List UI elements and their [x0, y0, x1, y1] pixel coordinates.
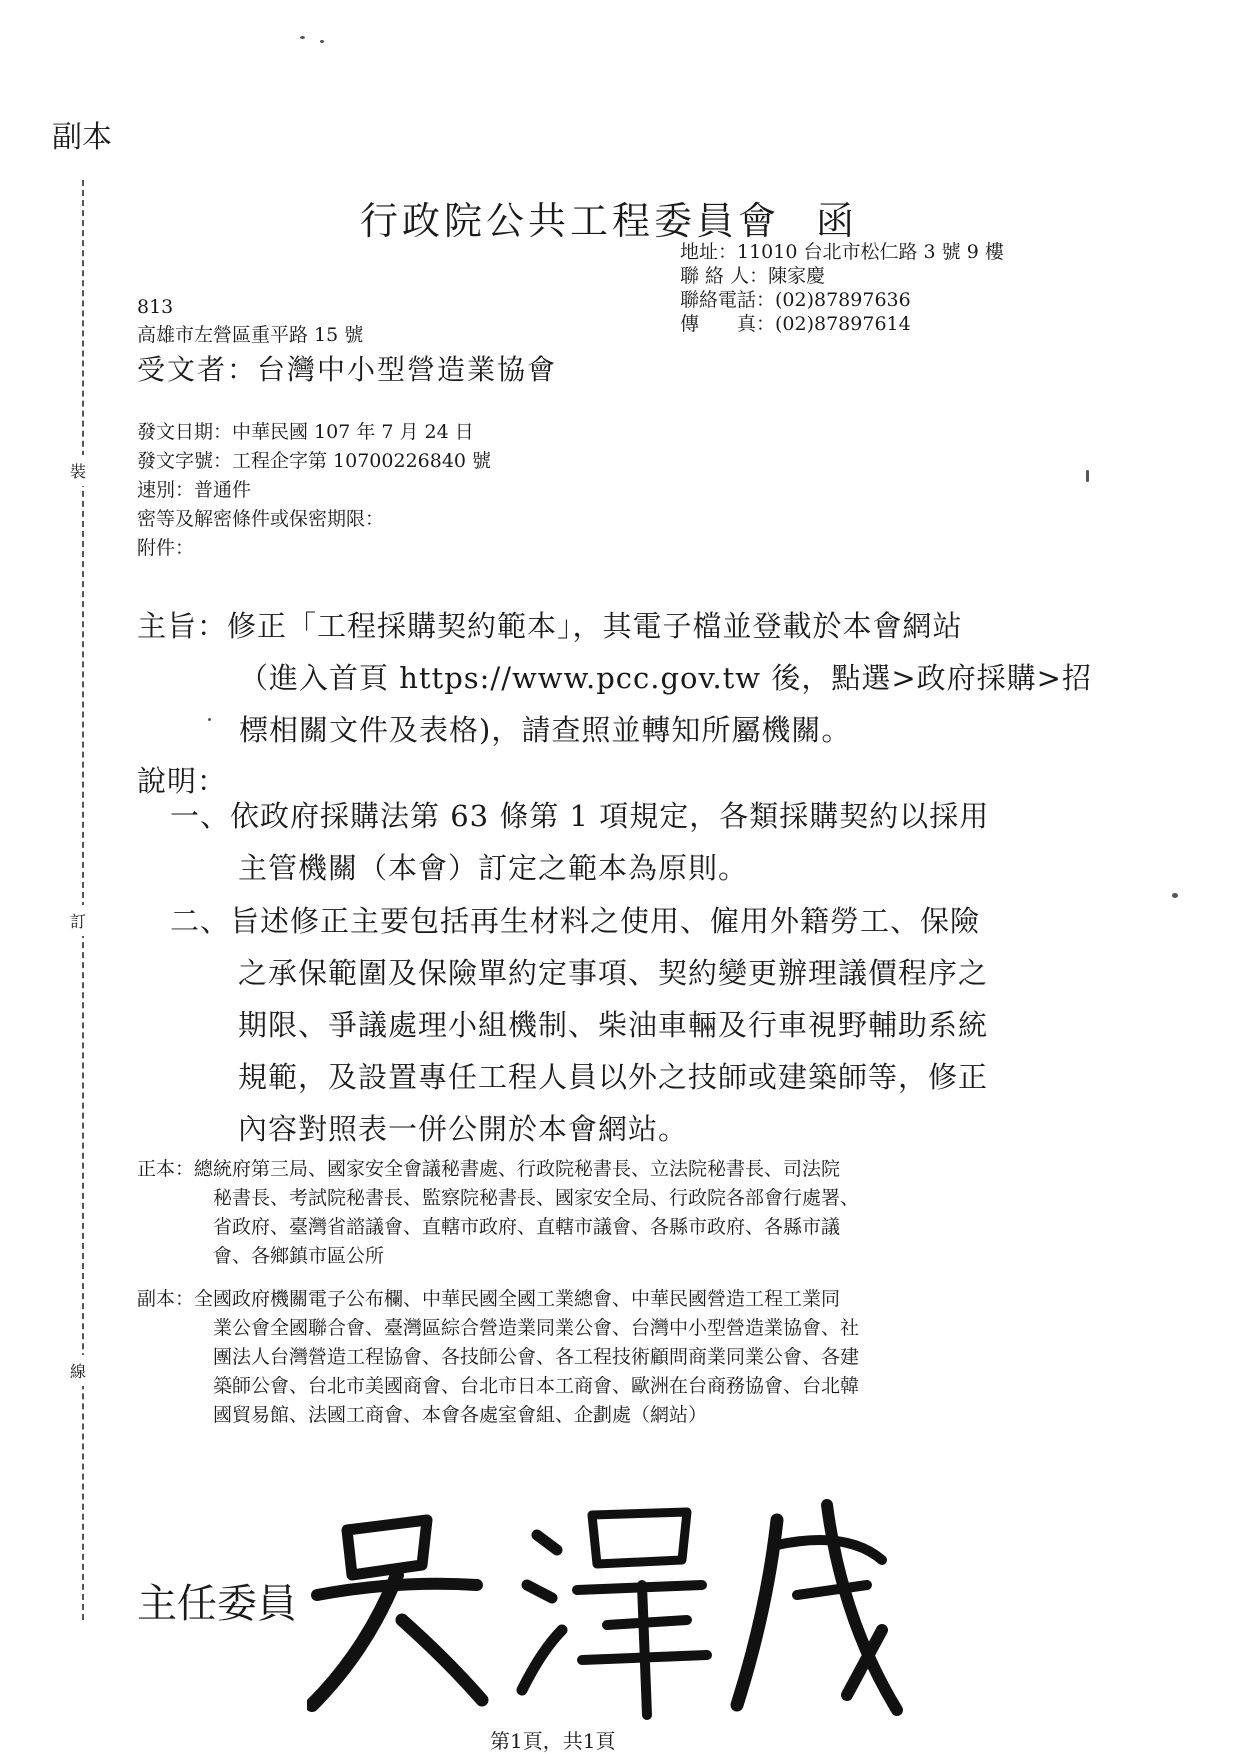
explanation-line: 一、依政府採購法第 63 條第 1 項規定，各類採購契約以採用 [170, 799, 990, 833]
distribution-line: 秘書長、考試院秘書長、監察院秘書長、國家安全局、行政院各部會行處署、 [213, 1187, 860, 1209]
scan-speck [1086, 470, 1089, 482]
explanation-line: 之承保範圍及保險單約定事項、契約變更辦理議價程序之 [238, 956, 989, 990]
copy-mark: 副本 [52, 120, 112, 155]
distribution-cc [137, 1285, 859, 1430]
binding-line [82, 180, 84, 1620]
distribution-line: 正本：總統府第三局、國家安全會議秘書處、行政院秘書長、立法院秘書長、司法院 [137, 1158, 841, 1180]
distribution-line: 國貿易館、法國工商會、本會各處室會組、企劃處（網站） [213, 1404, 708, 1426]
scan-speck [300, 36, 305, 39]
issuing-organization: 行政院公共工程委員會 [360, 199, 781, 243]
sender-address: 地址：11010 台北市松仁路 3 號 9 樓 [680, 241, 1004, 263]
document-number: 發文字號：工程企字第 10700226840 號 [137, 450, 492, 472]
distribution-line: 會、各鄉鎮市區公所 [213, 1245, 385, 1267]
explanation-item-2 [170, 895, 988, 1155]
subject-line: （進入首頁 https://www.pcc.gov.tw 後，點選>政府採購>招 [239, 661, 1092, 695]
recipient-address: 高雄市左營區重平路 15 號 [137, 324, 364, 346]
subject-line: 標相關文件及表格)，請查照並轉知所屬機關。 [239, 713, 852, 747]
sender-phone: 聯絡電話：(02)87897636 [680, 289, 911, 311]
document-meta [137, 418, 491, 563]
scan-speck [208, 718, 211, 721]
document-title [360, 190, 858, 245]
explanation-line: 期限、爭議處理小組機制、柴油車輛及行車視野輔助系統 [238, 1008, 989, 1042]
distribution-line: 業公會全國聯合會、臺灣區綜合營造業同業公會、台灣中小型營造業協會、社 [213, 1317, 860, 1339]
sender-contact: 聯 絡 人：陳家慶 [680, 265, 826, 287]
explanation-line: 規範，及設置專任工程人員以外之技師或建築師等，修正 [238, 1060, 989, 1094]
signatory-title: 主任委員 [137, 1581, 297, 1627]
binding-mark-xian: 線 [70, 1355, 86, 1386]
scan-speck [1172, 893, 1178, 898]
issue-date: 發文日期：中華民國 107 年 7 月 24 日 [137, 421, 474, 443]
subject-line: 主旨：修正「工程採購契約範本」，其電子檔並登載於本會網站 [137, 609, 963, 643]
document-type: 函 [816, 199, 859, 243]
distribution-line: 團法人台灣營造工程協會、各技師公會、各工程技術顧問商業同業公會、各建 [213, 1346, 860, 1368]
attachment: 附件： [137, 537, 195, 559]
scan-speck [320, 40, 324, 43]
sender-fax: 傳 真：(02)87897614 [680, 313, 911, 335]
distribution-line: 築師公會、台北市美國商會、台北市日本工商會、歐洲在台商務協會、台北韓 [213, 1375, 860, 1397]
explanation-line: 主管機關（本會）訂定之範本為原則。 [238, 851, 749, 885]
explanation-heading: 說明： [137, 764, 228, 798]
handwritten-signature [307, 1490, 907, 1720]
subject-section [137, 600, 1092, 756]
binding-mark-ding: 訂 [70, 905, 86, 936]
sender-info [680, 240, 1004, 336]
page-number: 第1頁，共1頁 [490, 1729, 616, 1753]
distribution-line: 副本：全國政府機關電子公布欄、中華民國全國工業總會、中華民國營造工程工業同 [137, 1288, 841, 1310]
distribution-line: 省政府、臺灣省諮議會、直轄市政府、直轄市議會、各縣市政府、各縣市議 [213, 1216, 841, 1238]
binding-mark-zhuang: 裝 [70, 455, 86, 486]
recipient-zip: 813 [137, 296, 174, 318]
distribution-main [137, 1155, 859, 1271]
explanation-line: 內容對照表一併公開於本會網站。 [238, 1112, 689, 1146]
recipient-name: 受文者：台灣中小型營造業協會 [137, 353, 558, 386]
explanation-line: 二、旨述修正主要包括再生材料之使用、僱用外籍勞工、保險 [170, 904, 981, 938]
secrecy-level: 密等及解密條件或保密期限： [137, 508, 385, 530]
explanation-item-1 [170, 790, 989, 894]
delivery-speed: 速別：普通件 [137, 479, 252, 501]
